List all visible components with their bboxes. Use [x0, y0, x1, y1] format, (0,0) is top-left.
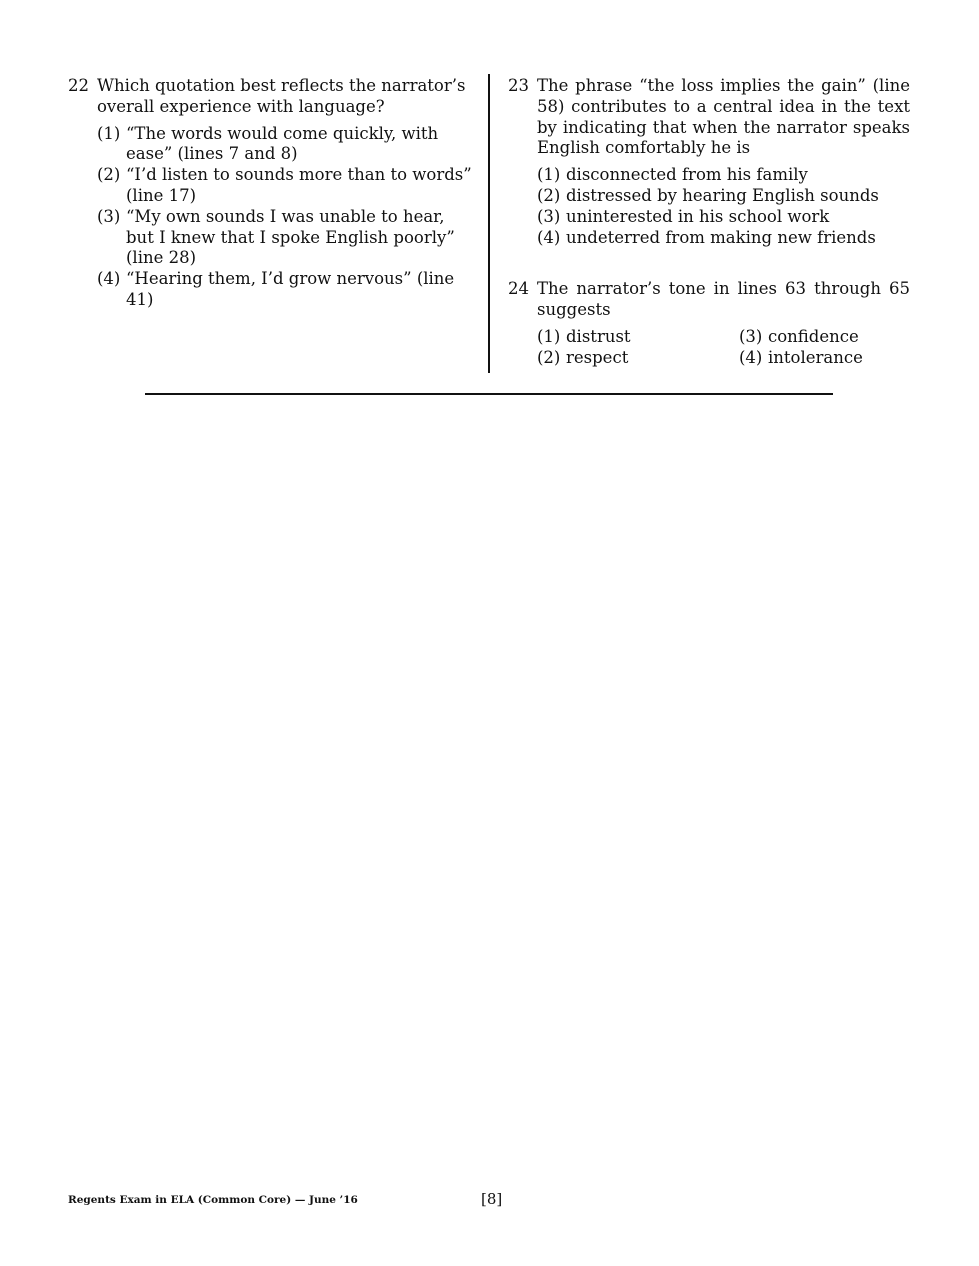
question-stem: The narrator’s tone in lines 63 through 65 suggests: [537, 279, 910, 320]
answer-choice: [537, 165, 910, 186]
choice-text: intolerance: [768, 347, 863, 367]
choice-number: (1): [97, 123, 121, 143]
question-number: 23: [508, 76, 529, 95]
choice-number: (4): [97, 269, 121, 289]
question-24: [508, 279, 910, 368]
choice-text: uninterested in his school work: [566, 206, 830, 226]
choice-text: distressed by hearing English sounds: [566, 185, 879, 205]
answer-choice: [739, 327, 939, 348]
right-column: [508, 76, 910, 369]
choice-number: (2): [537, 347, 561, 367]
choice-grid: [537, 327, 910, 369]
answer-choice: [97, 207, 472, 269]
section-end-rule: [145, 393, 833, 395]
column-divider: [488, 74, 490, 373]
choice-text: respect: [566, 347, 629, 367]
choice-text: confidence: [768, 326, 859, 346]
choice-text: distrust: [566, 326, 631, 346]
choice-number: (4): [537, 227, 561, 247]
choice-number: (2): [97, 165, 121, 185]
choice-number: (3): [537, 206, 561, 226]
choice-number: (2): [537, 185, 561, 205]
choice-text: disconnected from his family: [566, 165, 808, 185]
answer-choice: [97, 165, 472, 207]
answer-choice: [537, 186, 910, 207]
page-number: [8]: [481, 1190, 503, 1208]
choice-text: “I’d listen to sounds more than to words” (line 17): [126, 165, 472, 205]
choice-text: “My own sounds I was unable to hear, but I knew that I spoke English poorly” (line 28): [126, 206, 455, 268]
choice-text: undeterred from making new friends: [566, 227, 876, 247]
question-number: 24: [508, 279, 529, 299]
choice-number: (1): [537, 326, 561, 346]
choice-text: “The words would come quickly, with ease” (lines 7 and 8): [126, 123, 439, 164]
answer-choice: [537, 348, 739, 369]
answer-choice: [97, 269, 472, 311]
answer-choice: [537, 207, 910, 228]
left-column: [68, 76, 472, 311]
exam-title-footer: Regents Exam in ELA (Common Core) — June ’16: [68, 1194, 358, 1206]
question-number: 22: [68, 76, 89, 95]
question-stem: The phrase “the loss implies the gain” (line 58) contributes to a central idea in the text by indicating that when the narrator speaks English comfortably he is: [537, 76, 910, 158]
question-22: [68, 76, 472, 311]
choice-number: (1): [537, 165, 561, 185]
answer-choice: [97, 124, 472, 166]
question-stem: Which quotation best reflects the narrator’s overall experience with language?: [97, 76, 466, 116]
choice-number: (4): [739, 347, 763, 367]
answer-choice: [537, 228, 910, 249]
question-23: [508, 76, 910, 248]
choice-number: (3): [97, 206, 121, 226]
answer-choice: [739, 348, 939, 369]
answer-choice: [537, 327, 739, 348]
choice-text: “Hearing them, I’d grow nervous” (line 41): [126, 269, 455, 309]
choice-number: (3): [739, 326, 763, 346]
